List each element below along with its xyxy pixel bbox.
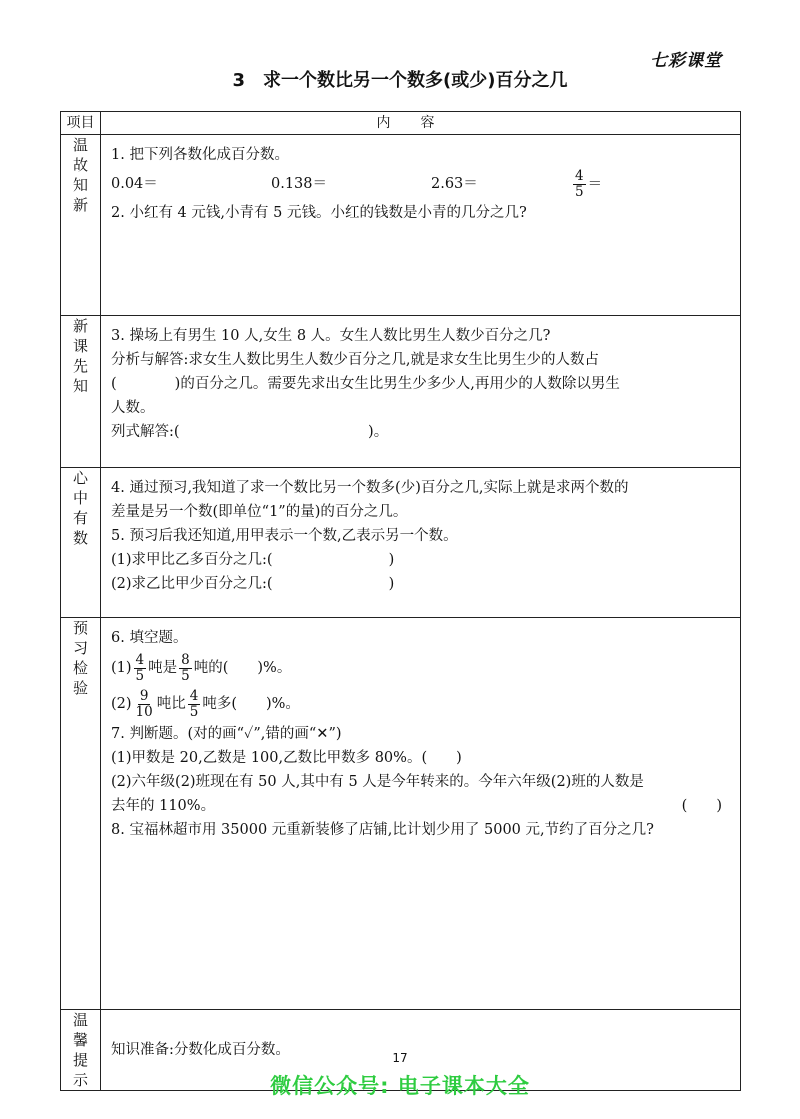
question-6-1: (1) $\frac{4}{5}$ 吨是 $\frac{8}{5}$ 吨的( )%。 xyxy=(111,651,292,684)
question-7-2-cont: 去年的 110%。 ( ) xyxy=(111,794,730,818)
page-title xyxy=(0,66,800,92)
q1-item: 2.63＝ xyxy=(431,176,478,192)
question-5: 5. 预习后我还知道,用甲表示一个数,乙表示另一个数。 xyxy=(111,528,458,544)
analysis-line: 人数。 xyxy=(111,400,155,416)
section-content xyxy=(101,135,741,316)
header-content: 内容 xyxy=(101,112,741,135)
section-content xyxy=(101,468,741,618)
analysis-line: 分析与解答:求女生人数比男生人数少百分之几,就是求女生比男生少的人数占 xyxy=(111,352,599,368)
question-3: 3. 操场上有男生 10 人,女生 8 人。女生人数比男生人数少百分之几? xyxy=(111,328,551,344)
section-label: 预习检验 xyxy=(61,618,101,1010)
lesson-number: 3 xyxy=(232,70,246,91)
section-new xyxy=(61,316,741,468)
watermark: 微信公众号: 电子课本大全 xyxy=(270,1074,530,1098)
section-content xyxy=(101,316,741,468)
worksheet-table xyxy=(60,111,741,1091)
q1-item: 0.04＝ xyxy=(111,176,158,192)
question-7-1: (1)甲数是 20,乙数是 100,乙数比甲数多 80%。( ) xyxy=(111,750,462,766)
section-label: 新课先知 xyxy=(61,316,101,468)
header-item: 项目 xyxy=(61,112,101,135)
question-7-2: (2)六年级(2)班现在有 50 人,其中有 5 人是今年转来的。今年六年级(2)班的人数是 xyxy=(111,774,644,790)
tips-text: 知识准备:分数化成百分数。 xyxy=(111,1042,290,1058)
q1-item-fraction: $\frac{4}{5}$ ＝ xyxy=(575,167,603,200)
question-2: 2. 小红有 4 元钱,小青有 5 元钱。小红的钱数是小青的几分之几? xyxy=(111,205,527,221)
page-number: 17 xyxy=(392,1051,408,1065)
question-5a: (1)求甲比乙多百分之几:( ) xyxy=(111,552,395,568)
question-6: 6. 填空题。 xyxy=(111,630,188,646)
lesson-title: 求一个数比另一个数多(或少)百分之几 xyxy=(263,70,568,91)
question-5b: (2)求乙比甲少百分之几:( ) xyxy=(111,576,395,592)
question-8: 8. 宝福林超市用 35000 元重新装修了店铺,比计划少用了 5000 元,节约了百分之几? xyxy=(111,822,654,838)
formula-line: 列式解答:( )。 xyxy=(111,424,389,440)
section-label: 心中有数 xyxy=(61,468,101,618)
section-label: 温馨提示 xyxy=(61,1010,101,1091)
header-row xyxy=(61,112,741,135)
section-label: 温故知新 xyxy=(61,135,101,316)
question-1: 1. 把下列各数化成百分数。 xyxy=(111,147,289,163)
section-check xyxy=(61,618,741,1010)
section-mind xyxy=(61,468,741,618)
question-1-items xyxy=(111,167,730,201)
question-7: 7. 判断题。(对的画“✓”,错的画“✕”) xyxy=(111,726,342,742)
analysis-line: ( )的百分之几。需要先求出女生比男生少多少人,再用少的人数除以男生 xyxy=(111,376,620,392)
q1-item: 0.138＝ xyxy=(271,176,328,192)
question-4: 4. 通过预习,我知道了求一个数比另一个数多(少)百分之几,实际上就是求两个数的 xyxy=(111,480,629,496)
judge-blank: ( ) xyxy=(681,798,722,814)
question-4-cont: 差量是另一个数(即单位“1”的量)的百分之几。 xyxy=(111,504,408,520)
section-review xyxy=(61,135,741,316)
brand-logo: 七彩课堂 xyxy=(650,51,722,71)
question-6-2: (2) $\frac{9}{10}$ 吨比 $\frac{4}{5}$ 吨多( )%。 xyxy=(111,687,300,720)
section-content xyxy=(101,618,741,1010)
